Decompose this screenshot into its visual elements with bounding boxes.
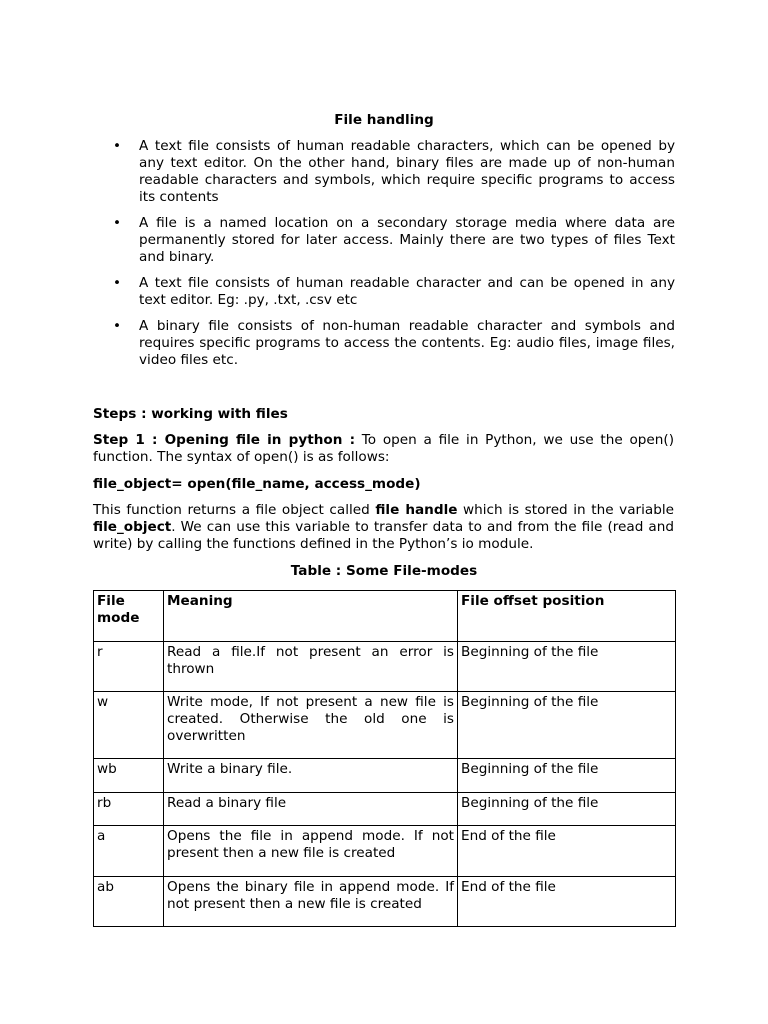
bullet-icon: •: [113, 215, 122, 231]
table-cell-mode: r: [94, 642, 164, 692]
explanation-text: . We can use this variable to transfer data to and from the file (read and write) by calling the functions defined in the Python’s io module.: [93, 519, 674, 552]
list-item-text: A file is a named location on a secondary storage media where data are permanently stored for later access. Mainly there are two types of files Text and binary.: [139, 215, 675, 265]
table-row: [94, 826, 676, 877]
table-row: [94, 692, 676, 759]
step1-label: Step 1 : Opening file in python :: [93, 432, 356, 448]
table-cell-meaning: Read a binary file: [164, 793, 458, 826]
table-header-row: [94, 591, 676, 642]
table-cell-mode: ab: [94, 877, 164, 927]
list-item: [113, 318, 675, 369]
list-item: [113, 138, 675, 206]
column-header: Meaning: [164, 591, 458, 642]
explanation-text: This function returns a file object called: [93, 502, 376, 518]
list-item: [113, 215, 675, 266]
table-cell-meaning: Opens the binary file in append mode. If not present then a new file is created: [164, 877, 458, 927]
file-modes-table: [93, 590, 676, 927]
column-header: File offset position: [458, 591, 676, 642]
table-cell-offset: End of the file: [458, 826, 676, 877]
list-item-text: A text file consists of human readable characters, which can be opened by any text editor. On the other hand, binary files are made up of non-human readable characters and symbols, which require specific programs to access its contents: [139, 138, 675, 205]
table-cell-meaning: Read a file.If not present an error is thrown: [164, 642, 458, 692]
steps-heading: Steps : working with files: [93, 406, 288, 422]
list-item-text: A text file consists of human readable character and can be opened in any text editor. Eg: .py, .txt, .csv etc: [139, 275, 675, 308]
table-row: [94, 793, 676, 826]
bullet-list: [113, 138, 675, 378]
table-cell-offset: Beginning of the file: [458, 692, 676, 759]
table-row: [94, 877, 676, 927]
table-cell-meaning: Opens the file in append mode. If not present then a new file is created: [164, 826, 458, 877]
table-cell-meaning: Write mode, If not present a new file is created. Otherwise the old one is overwritten: [164, 692, 458, 759]
explanation-bold-term: file_object: [93, 519, 172, 535]
table-cell-offset: End of the file: [458, 877, 676, 927]
table-cell-offset: Beginning of the file: [458, 793, 676, 826]
list-item-text: A binary file consists of non-human readable character and symbols and requires specific programs to access the contents. Eg: audio files, image files, video files etc.: [139, 318, 675, 368]
table-cell-mode: rb: [94, 793, 164, 826]
explanation-bold-term: file handle: [375, 502, 458, 518]
table-cell-meaning: Write a binary file.: [164, 759, 458, 793]
table-cell-mode: a: [94, 826, 164, 877]
explanation-paragraph: [93, 502, 674, 553]
table-cell-mode: w: [94, 692, 164, 759]
table-row: [94, 759, 676, 793]
table-title: Table : Some File-modes: [290, 563, 478, 579]
table-cell-offset: Beginning of the file: [458, 759, 676, 793]
bullet-icon: •: [113, 138, 122, 154]
bullet-icon: •: [113, 318, 122, 334]
explanation-text: which is stored in the variable: [457, 502, 674, 518]
step1-text: To open a file in Python, we use the open() function. The syntax of open() is as follows:: [93, 432, 674, 465]
table-cell-mode: wb: [94, 759, 164, 793]
bullet-icon: •: [113, 275, 122, 291]
table-cell-offset: Beginning of the file: [458, 642, 676, 692]
page-title: File handling: [334, 112, 434, 128]
column-header: File mode: [94, 591, 164, 642]
list-item: [113, 275, 675, 309]
syntax-line: file_object= open(file_name, access_mode): [93, 476, 421, 492]
step1-paragraph: [93, 432, 674, 466]
table-row: [94, 642, 676, 692]
